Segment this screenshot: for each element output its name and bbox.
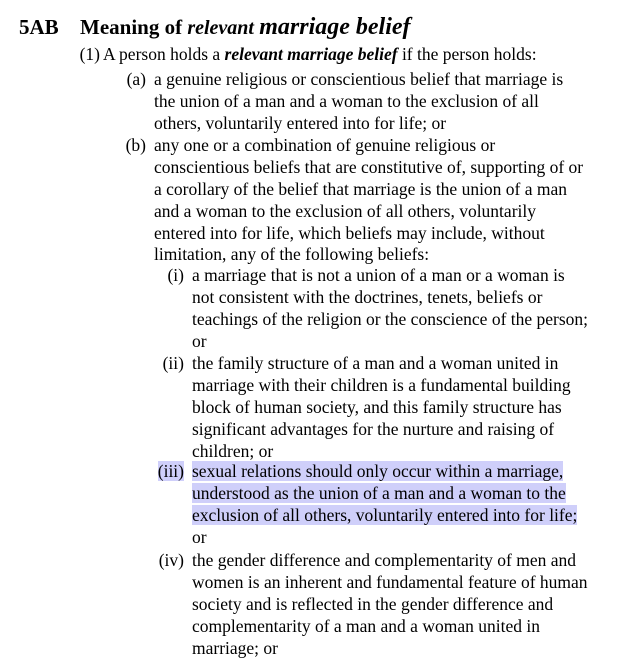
section-title-emphasis-relevant: relevant (187, 17, 254, 39)
highlighted-text: sexual relations should only occur within a marriage, (192, 461, 564, 481)
highlighted-text: understood as the union of a man and a woman to the (192, 482, 566, 503)
paragraph-a-label: (a) (126, 69, 146, 89)
subparagraph-ii-line: marriage with their children is a fundamental building (192, 374, 571, 395)
subsection-1-text-pre: A person holds a (103, 44, 225, 64)
paragraph-b-line: any one or a combination of genuine religious or (154, 135, 496, 155)
paragraph-b-line: limitation, any of the following beliefs: (154, 244, 430, 265)
subparagraph-ii-text (192, 353, 571, 462)
subparagraph-ii-line: children; or (192, 440, 274, 461)
subsection-1-defined-term: relevant marriage belief (224, 44, 398, 64)
subparagraph-i-line: not consistent with the doctrines, tenets, beliefs or (192, 286, 543, 307)
subparagraph-iv-text (192, 550, 588, 659)
subparagraph-i-line: or (192, 330, 207, 351)
paragraph-b-line: a corollary of the belief that marriage is the union of a man (154, 178, 568, 199)
section-heading (19, 14, 411, 41)
paragraph-b-line: conscientious beliefs that are constitutive of, supporting of or (154, 156, 584, 177)
subparagraph-ii-line: the family structure of a man and a woman united in (192, 353, 559, 373)
subparagraph-i-line: a marriage that is not a union of a man or a woman is (192, 265, 565, 285)
section-number: 5AB (19, 15, 59, 39)
paragraph-a-line: the union of a man and a woman to the exclusion of all (154, 90, 539, 111)
subparagraph-ii-label: (ii) (162, 353, 184, 373)
subparagraph-iv-line: society and is reflected in the gender difference and (192, 593, 554, 614)
paragraph-a-line: others, voluntarily entered into for life; or (154, 112, 447, 133)
subparagraph-i-line: teachings of the religion or the conscience of the person; (192, 308, 589, 329)
subparagraph-iii-line (192, 461, 577, 483)
subparagraph-i-label: (i) (167, 265, 184, 285)
subsection-1-label: (1) (79, 44, 100, 64)
paragraph-a-text (154, 69, 563, 135)
subsection-1-text (103, 44, 537, 66)
subparagraph-iv-line: women is an inherent and fundamental feature of human (192, 571, 588, 592)
subparagraph-iv-line: the gender difference and complementarity of men and (192, 550, 577, 570)
paragraph-b-line: and a woman to the exclusion of all others, voluntarily (154, 200, 536, 221)
section-title-emphasis-marriage-belief: marriage belief (259, 14, 411, 40)
highlighted-text: exclusion of all others, voluntarily entered into for life; (192, 504, 578, 525)
paragraph-b-text (154, 135, 583, 266)
subparagraph-iii-line (192, 483, 577, 505)
subparagraph-iv-line: marriage; or (192, 637, 278, 658)
subparagraph-i-text (192, 265, 588, 353)
paragraph-b-label: (b) (125, 135, 146, 155)
subparagraph-iii-line (192, 505, 577, 527)
paragraph-a-line: a genuine religious or conscientious belief that marriage is (154, 69, 564, 89)
section-title-prefix: Meaning of (80, 15, 188, 39)
subparagraph-iii-text (192, 461, 577, 549)
subparagraph-ii-line: significant advantages for the nurture and raising of (192, 418, 555, 439)
subparagraph-ii-line: block of human society, and this family structure has (192, 396, 562, 417)
subsection-1-text-post: if the person holds: (397, 44, 537, 64)
subparagraph-iv-line: complementarity of a man and a woman united in (192, 615, 540, 636)
subparagraph-iv-label: (iv) (158, 550, 184, 570)
paragraph-b-line: entered into for life, which beliefs may include, without (154, 222, 545, 243)
subparagraph-iii-label (140, 461, 184, 483)
subparagraph-iii-line: or (192, 526, 207, 547)
subparagraph-iii-label-highlight: (iii) (157, 461, 184, 481)
